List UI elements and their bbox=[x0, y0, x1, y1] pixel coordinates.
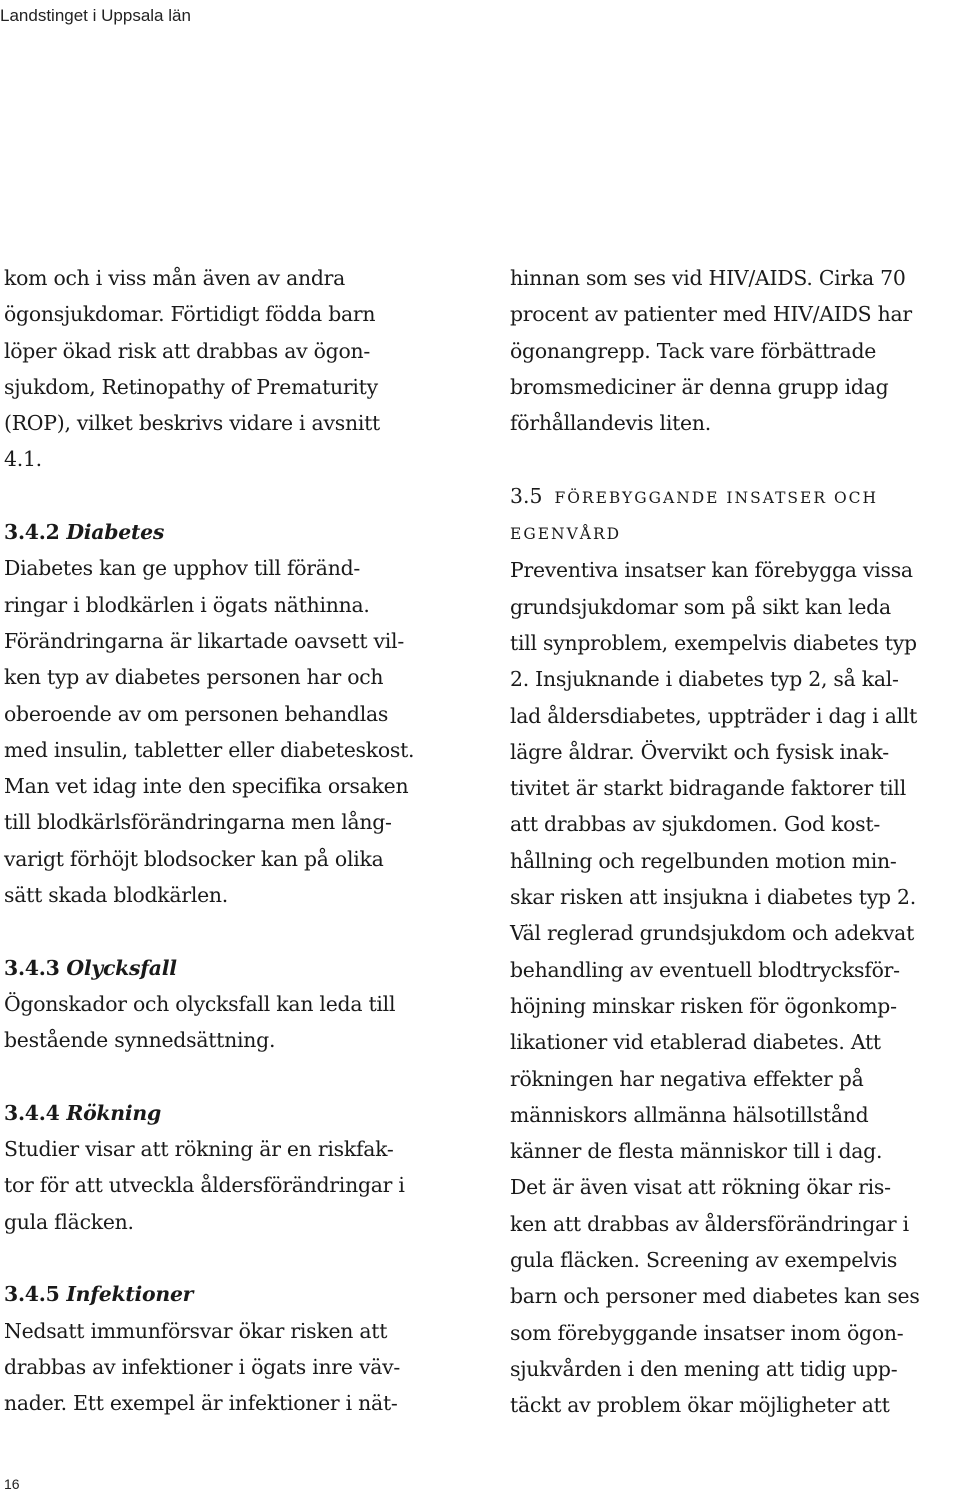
section-number: 3.4.4 bbox=[4, 1100, 60, 1125]
text-line: höjning minskar risken för ögonkomp- bbox=[510, 993, 897, 1018]
paragraph-gap bbox=[4, 478, 459, 514]
text-line: till synproblem, exempelvis diabetes typ bbox=[510, 630, 917, 655]
section-title: Diabetes bbox=[66, 520, 165, 545]
text-line: människors allmänna hälsotillstånd bbox=[510, 1102, 869, 1127]
text-line: lad åldersdiabetes, uppträder i dag i allt bbox=[510, 703, 918, 728]
text-line: med insulin, tabletter eller diabeteskost. bbox=[4, 737, 415, 762]
text-line: drabbas av infektioner i ögats inre väv- bbox=[4, 1354, 401, 1379]
section-number: 3.5 bbox=[510, 483, 543, 508]
text-line: kom och i viss mån även av andra bbox=[4, 266, 346, 290]
text-line: procent av patienter med HIV/AIDS har bbox=[510, 302, 912, 327]
section-heading bbox=[4, 514, 459, 550]
text-line: Diabetes kan ge upphov till föränd- bbox=[4, 556, 361, 581]
text-line: ögonsjukdomar. Förtidigt födda barn bbox=[4, 302, 376, 327]
text-line: likationer vid etablerad diabetes. Att bbox=[510, 1030, 881, 1055]
text-line: löper ökad risk att drabbas av ögon- bbox=[4, 338, 371, 363]
text-line: ken typ av diabetes personen har och bbox=[4, 665, 384, 690]
section-heading bbox=[4, 1276, 459, 1312]
text-line: (ROP), vilket beskrivs vidare i avsnitt bbox=[4, 411, 380, 436]
text-line: Man vet idag inte den specifika orsaken bbox=[4, 774, 409, 799]
text-line: Preventiva insatser kan förebygga vissa bbox=[510, 558, 913, 583]
section-forebyggande bbox=[510, 478, 960, 1424]
text-line: Studier visar att rökning är en riskfak- bbox=[4, 1137, 394, 1162]
section-title-line-2: EGENVÅRD bbox=[510, 525, 622, 544]
text-line: 4.1. bbox=[4, 447, 42, 472]
text-line: sjukvården i den mening att tidig upp- bbox=[510, 1356, 898, 1381]
text-line: ken att drabbas av åldersförändringar i bbox=[510, 1211, 909, 1236]
intro-paragraph bbox=[4, 260, 459, 478]
section-heading bbox=[510, 478, 960, 516]
text-line: Nedsatt immunförsvar ökar risken att bbox=[4, 1318, 388, 1343]
section-title-line-1: FÖREBYGGANDE INSATSER OCH bbox=[554, 488, 879, 507]
paragraph-gap bbox=[4, 1059, 459, 1095]
text-line: behandling av eventuell blodtrycksför- bbox=[510, 957, 900, 982]
page-number: 16 bbox=[4, 1476, 20, 1492]
text-line: Ögonskador och olycksfall kan leda till bbox=[4, 991, 396, 1016]
text-line: att drabbas av sjukdomen. God kost- bbox=[510, 812, 880, 837]
text-line: Det är även visat att rökning ökar ris- bbox=[510, 1175, 891, 1200]
section-title: Infektioner bbox=[66, 1282, 194, 1307]
right-column bbox=[510, 260, 960, 1424]
section-olycksfall bbox=[4, 950, 459, 1059]
section-infektioner bbox=[4, 1276, 459, 1421]
text-line: förhållandevis liten. bbox=[510, 411, 711, 436]
text-line: Väl reglerad grundsjukdom och adekvat bbox=[510, 921, 915, 946]
intro-paragraph bbox=[510, 260, 960, 441]
page-header: Landstinget i Uppsala län bbox=[0, 6, 191, 25]
text-line: till blodkärlsförändringarna men lång- bbox=[4, 810, 392, 835]
text-line: varigt förhöjt blodsocker kan på olika bbox=[4, 846, 384, 871]
text-line: bromsmediciner är denna grupp idag bbox=[510, 374, 889, 399]
section-diabetes bbox=[4, 514, 459, 913]
section-number: 3.4.5 bbox=[4, 1282, 60, 1307]
text-line: hållning och regelbunden motion min- bbox=[510, 848, 897, 873]
text-line: bestående synnedsättning. bbox=[4, 1028, 276, 1053]
section-heading bbox=[4, 950, 459, 986]
text-line: sätt skada blodkärlen. bbox=[4, 883, 229, 908]
text-line: som förebyggande insatser inom ögon- bbox=[510, 1320, 904, 1345]
text-line: nader. Ett exempel är infektioner i nät- bbox=[4, 1391, 398, 1416]
section-number: 3.4.2 bbox=[4, 520, 60, 545]
text-line: lägre åldrar. Övervikt och fysisk inak- bbox=[510, 739, 889, 764]
text-line: grundsjukdomar som på sikt kan leda bbox=[510, 594, 891, 619]
text-line: täckt av problem ökar möjligheter att bbox=[510, 1393, 890, 1418]
paragraph-gap bbox=[4, 1240, 459, 1276]
paragraph-gap bbox=[510, 441, 960, 477]
text-line: ringar i blodkärlen i ögats näthinna. bbox=[4, 592, 370, 617]
text-line: ögonangrepp. Tack vare förbättrade bbox=[510, 338, 877, 363]
section-number: 3.4.3 bbox=[4, 955, 60, 980]
text-line: skar risken att insjukna i diabetes typ 2. bbox=[510, 885, 916, 910]
text-line: barn och personer med diabetes kan ses bbox=[510, 1284, 920, 1309]
paragraph-gap bbox=[4, 913, 459, 949]
text-line: sjukdom, Retinopathy of Prematurity bbox=[4, 374, 378, 399]
text-line: känner de flesta människor till i dag. bbox=[510, 1139, 883, 1164]
text-line: Förändringarna är likartade oavsett vil- bbox=[4, 628, 404, 653]
left-column bbox=[4, 260, 459, 1422]
text-line: gula fläcken. bbox=[4, 1209, 134, 1234]
text-line: tor för att utveckla åldersförändringar i bbox=[4, 1173, 405, 1198]
section-heading bbox=[4, 1095, 459, 1131]
text-line: oberoende av om personen behandlas bbox=[4, 701, 389, 726]
text-line: gula fläcken. Screening av exempelvis bbox=[510, 1248, 898, 1273]
text-line: hinnan som ses vid HIV/AIDS. Cirka 70 bbox=[510, 266, 906, 290]
text-line: tivitet är starkt bidragande faktorer till bbox=[510, 776, 906, 801]
text-line: rökningen har negativa effekter på bbox=[510, 1066, 864, 1091]
section-rokning bbox=[4, 1095, 459, 1240]
text-line: 2. Insjuknande i diabetes typ 2, så kal- bbox=[510, 667, 899, 692]
section-title: Rökning bbox=[66, 1100, 161, 1125]
section-title: Olycksfall bbox=[66, 955, 177, 980]
